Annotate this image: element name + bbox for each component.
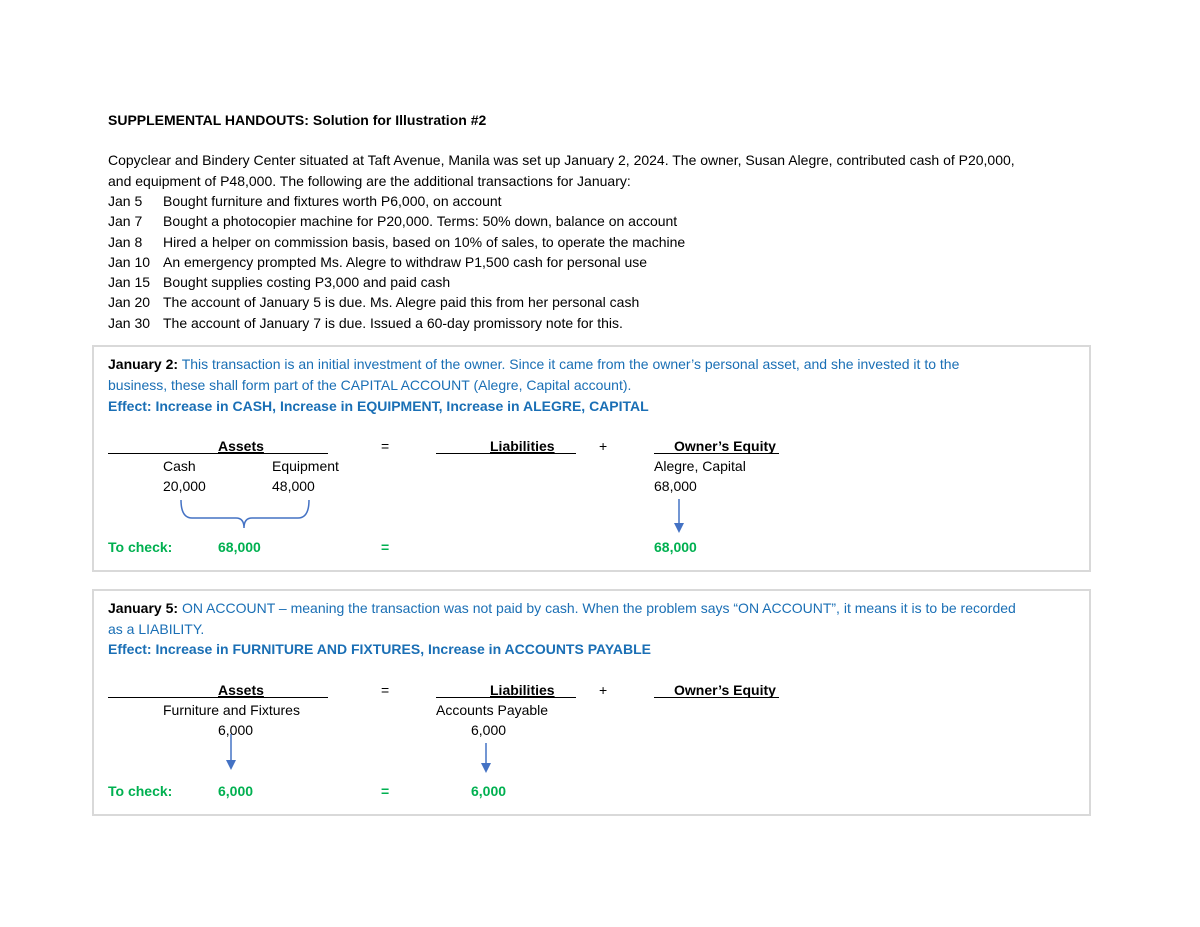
- transaction-text: The account of January 7 is due. Issued a 60-day promissory note for this.: [163, 315, 623, 331]
- transaction-text: An emergency prompted Ms. Alegre to withdraw P1,500 cash for personal use: [163, 254, 648, 270]
- accounts-payable-value: 6,000: [471, 722, 507, 738]
- plus-sign: +: [599, 682, 608, 698]
- page-title: SUPPLEMENTAL HANDOUTS: Solution for Illustration #2: [108, 112, 487, 128]
- transaction-date: Jan 30: [108, 315, 151, 331]
- plus-sign: +: [599, 438, 608, 454]
- capital-value: 68,000: [654, 478, 697, 494]
- equals-sign: =: [381, 682, 390, 698]
- january-5-description: ON ACCOUNT – meaning the transaction was not paid by cash. When the problem says “ON ACCOUNT”, it means it is to be recorded: [181, 600, 1016, 616]
- january-2-description: This transaction is an initial investment of the owner. Since it came from the owner’s personal asset, and she invested it to the: [181, 356, 960, 372]
- to-check-label: To check:: [108, 783, 173, 799]
- equals-sign: =: [381, 438, 390, 454]
- january-5-label: January 5:: [108, 600, 179, 616]
- transaction-text: Bought furniture and fixtures worth P6,000, on account: [163, 193, 502, 209]
- check-liabilities-total: 6,000: [471, 783, 507, 799]
- transaction-text: The account of January 5 is due. Ms. Alegre paid this from her personal cash: [163, 294, 640, 310]
- cash-label: Cash: [163, 458, 196, 474]
- transaction-text: Bought a photocopier machine for P20,000. Terms: 50% down, balance on account: [163, 213, 678, 229]
- assets-header: Assets: [218, 438, 264, 454]
- transaction-text: Bought supplies costing P3,000 and paid cash: [163, 274, 451, 290]
- transaction-date: Jan 7: [108, 213, 143, 229]
- liabilities-header: Liabilities: [490, 682, 555, 698]
- furniture-fixtures-label: Furniture and Fixtures: [163, 702, 300, 718]
- check-equals: =: [381, 783, 390, 799]
- intro-line-2: and equipment of P48,000. The following are the additional transactions for January:: [108, 173, 631, 189]
- check-equity-total: 68,000: [654, 539, 697, 555]
- january-2-label: January 2:: [108, 356, 179, 372]
- arrow-head-payable: [481, 763, 491, 773]
- liabilities-header: Liabilities: [490, 438, 555, 454]
- january-2-effect: Effect: Increase in CASH, Increase in EQUIPMENT, Increase in ALEGRE, CAPITAL: [108, 398, 649, 414]
- owners-equity-header: Owner’s Equity: [674, 438, 776, 454]
- january-5-desc-line-2: as a LIABILITY.: [108, 621, 205, 637]
- transaction-text: Hired a helper on commission basis, based on 10% of sales, to operate the machine: [163, 234, 686, 250]
- transaction-date: Jan 5: [108, 193, 143, 209]
- to-check-label: To check:: [108, 539, 173, 555]
- january-2-desc-line-2: business, these shall form part of the CAPITAL ACCOUNT (Alegre, Capital account).: [108, 377, 632, 393]
- accounts-payable-label: Accounts Payable: [436, 702, 549, 718]
- cash-value: 20,000: [163, 478, 206, 494]
- arrow-head-furniture: [226, 760, 236, 770]
- transaction-date: Jan 10: [108, 254, 151, 270]
- transaction-date: Jan 15: [108, 274, 151, 290]
- capital-label: Alegre, Capital: [654, 458, 746, 474]
- owners-equity-header: Owner’s Equity: [674, 682, 776, 698]
- transaction-date: Jan 8: [108, 234, 143, 250]
- furniture-fixtures-value: 6,000: [218, 722, 254, 738]
- check-assets-total: 6,000: [218, 783, 254, 799]
- equipment-label: Equipment: [272, 458, 339, 474]
- intro-line-1: Copyclear and Bindery Center situated at Taft Avenue, Manila was set up January 2, 2024. The owner, Susan Alegre, contributed cash of P20,000,: [108, 152, 1015, 168]
- equipment-value: 48,000: [272, 478, 315, 494]
- check-assets-total: 68,000: [218, 539, 261, 555]
- transaction-date: Jan 20: [108, 294, 151, 310]
- check-equals: =: [381, 539, 390, 555]
- assets-header: Assets: [218, 682, 264, 698]
- january-5-effect: Effect: Increase in FURNITURE AND FIXTURES, Increase in ACCOUNTS PAYABLE: [108, 641, 651, 657]
